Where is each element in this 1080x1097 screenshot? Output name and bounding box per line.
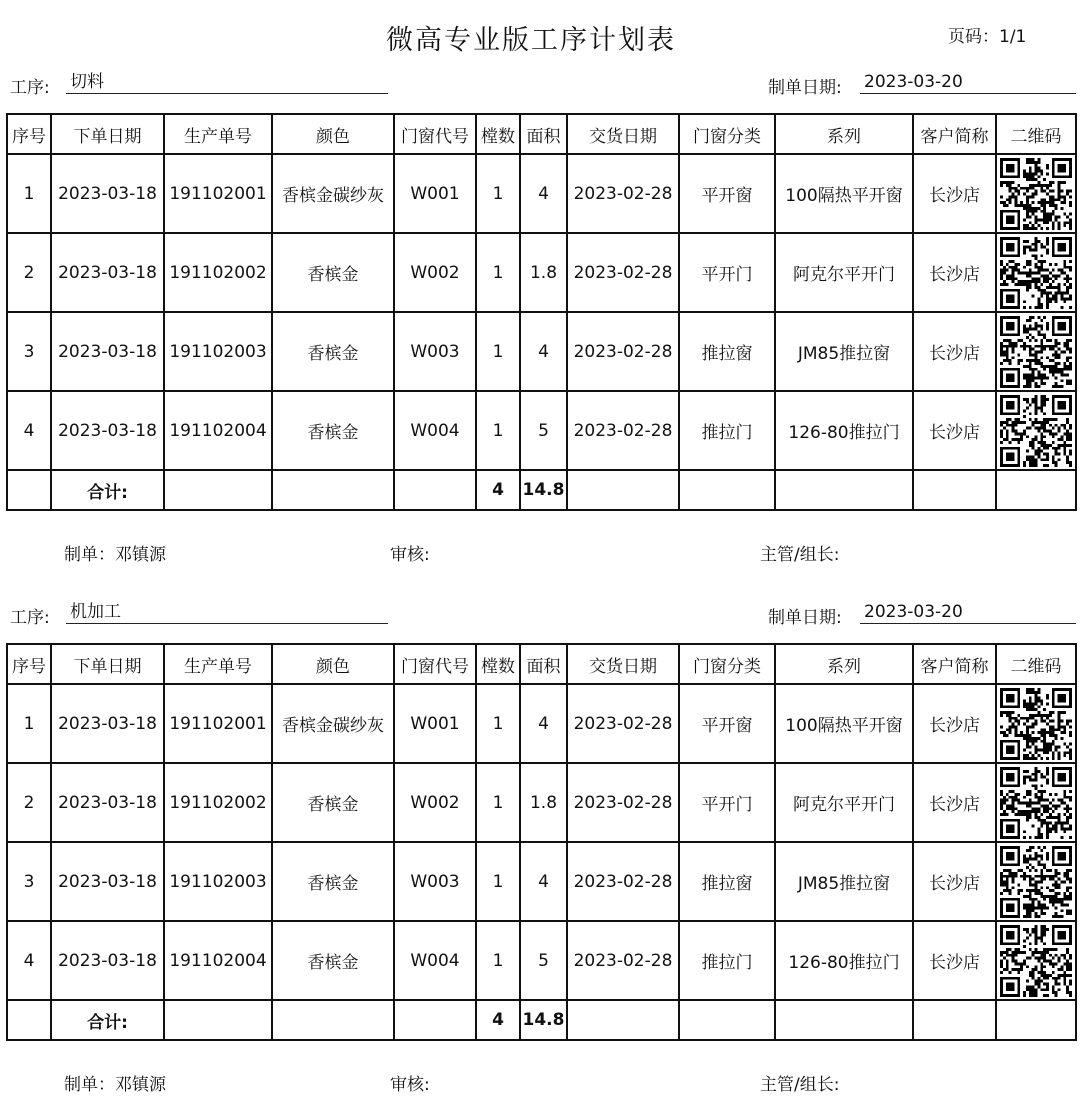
- signature-row: [0, 1070, 1080, 1096]
- cell-area: 4: [520, 312, 567, 391]
- cell-seq: 4: [7, 391, 51, 470]
- column-header: 门窗代号: [394, 644, 476, 684]
- qr-code-icon: [1000, 767, 1072, 839]
- cell-production-no: 191102001: [164, 154, 272, 233]
- empty-cell: [996, 1000, 1076, 1040]
- maker-value: 邓镇源: [115, 545, 166, 565]
- cell-order-date: 2023-03-18: [51, 312, 164, 391]
- cell-seq: 2: [7, 233, 51, 312]
- cell-seq: 3: [7, 842, 51, 921]
- total-area: 14.8: [520, 470, 567, 510]
- column-header: 颜色: [272, 114, 394, 154]
- empty-cell: [272, 470, 394, 510]
- cell-window-code: W002: [394, 763, 476, 842]
- column-header: 下单日期: [51, 114, 164, 154]
- maker-label: 制单：: [64, 545, 115, 565]
- cell-area: 5: [520, 921, 567, 1000]
- cell-customer: 长沙店: [913, 842, 996, 921]
- column-header: 面积: [520, 114, 567, 154]
- cell-area: 4: [520, 154, 567, 233]
- empty-cell: [996, 470, 1076, 510]
- cell-seq: 4: [7, 921, 51, 1000]
- cell-category: 平开门: [679, 233, 775, 312]
- cell-order-date: 2023-03-18: [51, 921, 164, 1000]
- cell-color: 香槟金: [272, 233, 394, 312]
- cell-window-code: W004: [394, 921, 476, 1000]
- column-header: 下单日期: [51, 644, 164, 684]
- cell-area: 1.8: [520, 763, 567, 842]
- empty-cell: [913, 1000, 996, 1040]
- cell-category: 推拉窗: [679, 312, 775, 391]
- cell-series: JM85推拉窗: [775, 312, 913, 391]
- cell-area: 4: [520, 842, 567, 921]
- cell-count: 1: [476, 233, 520, 312]
- column-header: 樘数: [476, 114, 520, 154]
- table-row: [7, 763, 1076, 842]
- section-meta: [0, 600, 1080, 630]
- cell-category: 推拉门: [679, 391, 775, 470]
- checker-label: 审核:: [390, 545, 430, 565]
- cell-production-no: 191102004: [164, 921, 272, 1000]
- empty-cell: [272, 1000, 394, 1040]
- cell-series: JM85推拉窗: [775, 842, 913, 921]
- column-header: 序号: [7, 644, 51, 684]
- cell-color: 香槟金: [272, 921, 394, 1000]
- cell-qr-code: [996, 391, 1076, 470]
- cell-window-code: W003: [394, 312, 476, 391]
- cell-window-code: W001: [394, 684, 476, 763]
- cell-production-no: 191102003: [164, 842, 272, 921]
- cell-qr-code: [996, 684, 1076, 763]
- order-date-value: 2023-03-20: [860, 601, 1076, 624]
- cell-delivery-date: 2023-02-28: [567, 391, 679, 470]
- cell-window-code: W003: [394, 842, 476, 921]
- process-label: 工序:: [10, 78, 50, 98]
- cell-customer: 长沙店: [913, 312, 996, 391]
- cell-delivery-date: 2023-02-28: [567, 763, 679, 842]
- cell-color: 香槟金: [272, 391, 394, 470]
- qr-code-icon: [1000, 395, 1072, 467]
- column-header: 颜色: [272, 644, 394, 684]
- empty-cell: [679, 1000, 775, 1040]
- qr-code-icon: [1000, 158, 1072, 230]
- cell-area: 1.8: [520, 233, 567, 312]
- cell-customer: 长沙店: [913, 684, 996, 763]
- cell-window-code: W004: [394, 391, 476, 470]
- total-label: 合计:: [51, 470, 164, 510]
- table-row: [7, 842, 1076, 921]
- column-header: 门窗分类: [679, 114, 775, 154]
- empty-cell: [679, 470, 775, 510]
- column-header: 二维码: [996, 644, 1076, 684]
- table-header-row: [7, 114, 1076, 154]
- cell-customer: 长沙店: [913, 763, 996, 842]
- cell-seq: 3: [7, 312, 51, 391]
- cell-color: 香槟金: [272, 312, 394, 391]
- table-row: [7, 312, 1076, 391]
- section-meta: [0, 70, 1080, 100]
- cell-order-date: 2023-03-18: [51, 391, 164, 470]
- table-row: [7, 233, 1076, 312]
- total-row: [7, 470, 1076, 510]
- empty-cell: [164, 470, 272, 510]
- column-header: 生产单号: [164, 114, 272, 154]
- cell-area: 4: [520, 684, 567, 763]
- table-header-row: [7, 644, 1076, 684]
- empty-cell: [775, 470, 913, 510]
- cell-customer: 长沙店: [913, 391, 996, 470]
- qr-code-icon: [1000, 688, 1072, 760]
- cell-count: 1: [476, 842, 520, 921]
- cell-window-code: W002: [394, 233, 476, 312]
- column-header: 生产单号: [164, 644, 272, 684]
- cell-seq: 1: [7, 684, 51, 763]
- cell-category: 平开门: [679, 763, 775, 842]
- cell-series: 阿克尔平开门: [775, 233, 913, 312]
- cell-seq: 2: [7, 763, 51, 842]
- cell-qr-code: [996, 842, 1076, 921]
- cell-customer: 长沙店: [913, 921, 996, 1000]
- cell-window-code: W001: [394, 154, 476, 233]
- cell-series: 126-80推拉门: [775, 391, 913, 470]
- column-header: 序号: [7, 114, 51, 154]
- cell-customer: 长沙店: [913, 233, 996, 312]
- empty-cell: [7, 470, 51, 510]
- column-header: 客户简称: [913, 114, 996, 154]
- column-header: 樘数: [476, 644, 520, 684]
- cell-count: 1: [476, 391, 520, 470]
- cell-color: 香槟金: [272, 842, 394, 921]
- total-count: 4: [476, 1000, 520, 1040]
- cell-count: 1: [476, 763, 520, 842]
- qr-code-icon: [1000, 237, 1072, 309]
- cell-series: 阿克尔平开门: [775, 763, 913, 842]
- page-number: 页码：1/1: [948, 27, 1027, 47]
- empty-cell: [567, 1000, 679, 1040]
- cell-order-date: 2023-03-18: [51, 154, 164, 233]
- cell-production-no: 191102002: [164, 763, 272, 842]
- process-label: 工序:: [10, 608, 50, 628]
- cell-delivery-date: 2023-02-28: [567, 154, 679, 233]
- cell-series: 100隔热平开窗: [775, 684, 913, 763]
- cell-series: 100隔热平开窗: [775, 154, 913, 233]
- cell-qr-code: [996, 154, 1076, 233]
- empty-cell: [164, 1000, 272, 1040]
- empty-cell: [7, 1000, 51, 1040]
- cell-delivery-date: 2023-02-28: [567, 684, 679, 763]
- cell-order-date: 2023-03-18: [51, 763, 164, 842]
- signature-row: [0, 540, 1080, 566]
- column-header: 客户简称: [913, 644, 996, 684]
- cell-delivery-date: 2023-02-28: [567, 233, 679, 312]
- order-date-label: 制单日期:: [768, 78, 842, 98]
- cell-seq: 1: [7, 154, 51, 233]
- column-header: 面积: [520, 644, 567, 684]
- cell-color: 香槟金碳纱灰: [272, 684, 394, 763]
- total-row: [7, 1000, 1076, 1040]
- cell-customer: 长沙店: [913, 154, 996, 233]
- table-row: [7, 154, 1076, 233]
- table-row: [7, 684, 1076, 763]
- column-header: 门窗分类: [679, 644, 775, 684]
- cell-production-no: 191102002: [164, 233, 272, 312]
- column-header: 二维码: [996, 114, 1076, 154]
- cell-qr-code: [996, 763, 1076, 842]
- column-header: 门窗代号: [394, 114, 476, 154]
- page-title: 微高专业版工序计划表: [386, 25, 676, 56]
- cell-count: 1: [476, 312, 520, 391]
- qr-code-icon: [1000, 846, 1072, 918]
- cell-category: 平开窗: [679, 154, 775, 233]
- total-area: 14.8: [520, 1000, 567, 1040]
- cell-count: 1: [476, 921, 520, 1000]
- empty-cell: [394, 1000, 476, 1040]
- total-label: 合计:: [51, 1000, 164, 1040]
- qr-code-icon: [1000, 925, 1072, 997]
- plan-table: [6, 113, 1077, 511]
- order-date-label: 制单日期:: [768, 608, 842, 628]
- table-row: [7, 391, 1076, 470]
- cell-qr-code: [996, 312, 1076, 391]
- cell-color: 香槟金碳纱灰: [272, 154, 394, 233]
- plan-table: [6, 643, 1077, 1041]
- cell-category: 平开窗: [679, 684, 775, 763]
- cell-color: 香槟金: [272, 763, 394, 842]
- cell-area: 5: [520, 391, 567, 470]
- total-count: 4: [476, 470, 520, 510]
- cell-count: 1: [476, 684, 520, 763]
- cell-delivery-date: 2023-02-28: [567, 312, 679, 391]
- cell-qr-code: [996, 233, 1076, 312]
- maker-label: 制单：: [64, 1075, 115, 1095]
- cell-production-no: 191102003: [164, 312, 272, 391]
- cell-order-date: 2023-03-18: [51, 233, 164, 312]
- checker-label: 审核:: [390, 1075, 430, 1095]
- cell-qr-code: [996, 921, 1076, 1000]
- cell-series: 126-80推拉门: [775, 921, 913, 1000]
- empty-cell: [394, 470, 476, 510]
- column-header: 系列: [775, 114, 913, 154]
- cell-count: 1: [476, 154, 520, 233]
- cell-category: 推拉窗: [679, 842, 775, 921]
- lead-label: 主管/组长:: [760, 1075, 840, 1095]
- column-header: 系列: [775, 644, 913, 684]
- cell-production-no: 191102001: [164, 684, 272, 763]
- cell-production-no: 191102004: [164, 391, 272, 470]
- cell-order-date: 2023-03-18: [51, 842, 164, 921]
- lead-label: 主管/组长:: [760, 545, 840, 565]
- qr-code-icon: [1000, 316, 1072, 388]
- order-date-value: 2023-03-20: [860, 71, 1076, 94]
- column-header: 交货日期: [567, 114, 679, 154]
- column-header: 交货日期: [567, 644, 679, 684]
- maker-value: 邓镇源: [115, 1075, 166, 1095]
- process-value: 切料: [66, 71, 388, 94]
- cell-delivery-date: 2023-02-28: [567, 921, 679, 1000]
- cell-order-date: 2023-03-18: [51, 684, 164, 763]
- cell-category: 推拉门: [679, 921, 775, 1000]
- process-value: 机加工: [66, 601, 388, 624]
- empty-cell: [567, 470, 679, 510]
- empty-cell: [913, 470, 996, 510]
- cell-delivery-date: 2023-02-28: [567, 842, 679, 921]
- table-row: [7, 921, 1076, 1000]
- empty-cell: [775, 1000, 913, 1040]
